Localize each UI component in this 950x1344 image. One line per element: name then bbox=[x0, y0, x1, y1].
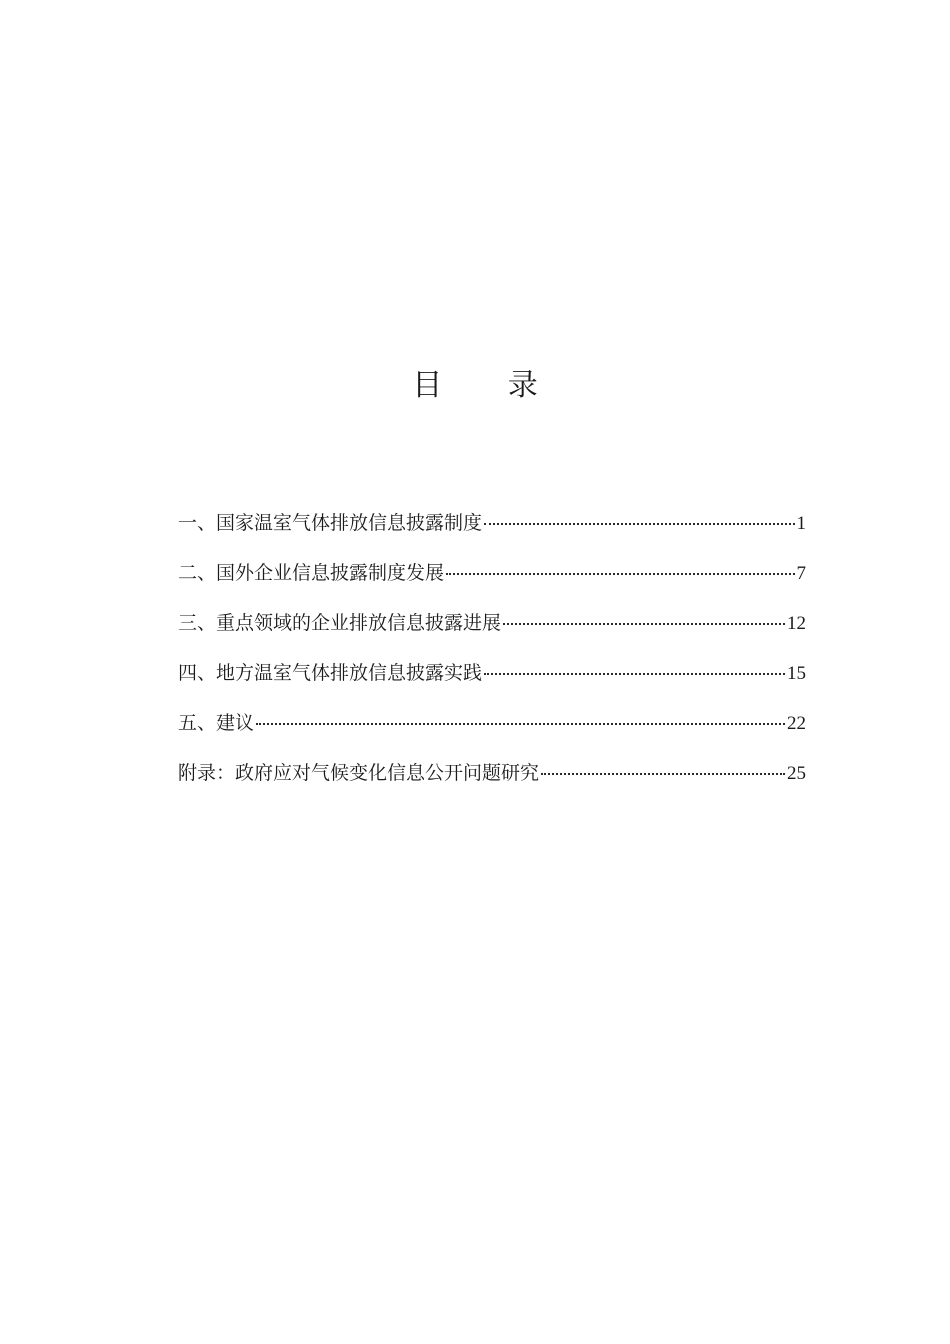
toc-entry[interactable] bbox=[178, 505, 806, 555]
toc-entry-page: 25 bbox=[787, 763, 806, 784]
toc-entry-label: 二、国外企业信息披露制度发展 bbox=[178, 562, 445, 584]
toc-dot-leader bbox=[446, 573, 794, 575]
toc-dot-leader bbox=[541, 773, 785, 775]
toc-list bbox=[178, 505, 806, 805]
toc-entry[interactable] bbox=[178, 655, 806, 705]
toc-entry-label: 四、地方温室气体排放信息披露实践 bbox=[178, 662, 483, 684]
toc-entry-label: 五、建议 bbox=[178, 712, 255, 734]
toc-entry-label: 三、重点领域的企业排放信息披露进展 bbox=[178, 612, 502, 634]
toc-title: 目 录 bbox=[412, 368, 566, 403]
toc-entry-page: 7 bbox=[796, 563, 806, 584]
toc-entry-label: 一、国家温室气体排放信息披露制度 bbox=[178, 512, 483, 534]
toc-entry-page: 22 bbox=[787, 713, 806, 734]
toc-entry-label: 附录：政府应对气候变化信息公开问题研究 bbox=[178, 762, 540, 784]
toc-entry[interactable] bbox=[178, 705, 806, 755]
toc-dot-leader bbox=[484, 523, 794, 525]
toc-dot-leader bbox=[256, 723, 785, 725]
toc-entry-page: 15 bbox=[787, 663, 806, 684]
toc-entry[interactable] bbox=[178, 755, 806, 805]
toc-entry-page: 1 bbox=[796, 513, 806, 534]
toc-entry-page: 12 bbox=[787, 613, 806, 634]
toc-dot-leader bbox=[503, 623, 785, 625]
toc-entry[interactable] bbox=[178, 555, 806, 605]
toc-dot-leader bbox=[484, 673, 785, 675]
toc-entry[interactable] bbox=[178, 605, 806, 655]
